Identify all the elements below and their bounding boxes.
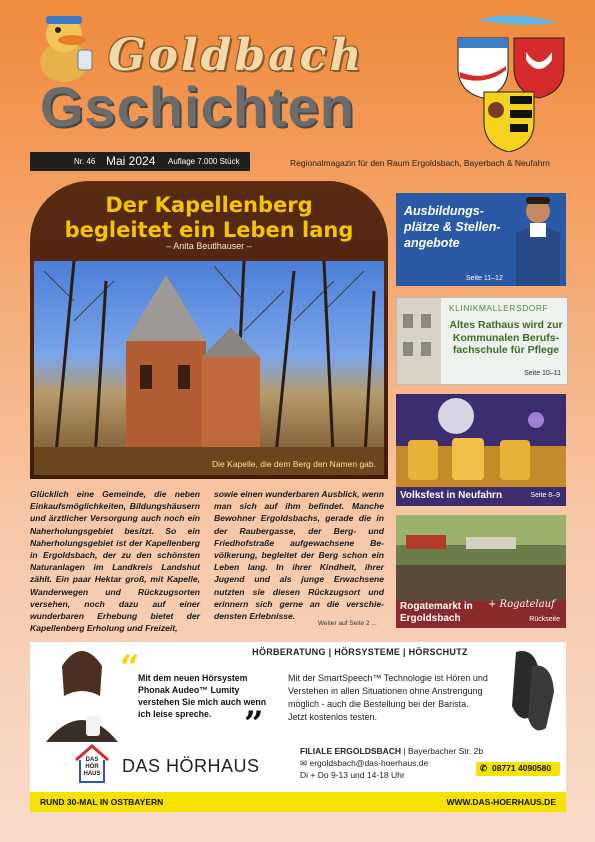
- teaser-nursing-page: Seite 10–11: [524, 370, 561, 377]
- ad-services: HÖRBERATUNG | HÖRSYSTEME | HÖRSCHUTZ: [252, 647, 468, 657]
- branch-line: [300, 746, 483, 756]
- chapel-photo: [34, 261, 384, 475]
- teaser-rogatemarkt[interactable]: [396, 515, 566, 628]
- quote-mark-close-icon: ”: [244, 704, 264, 744]
- branch-email[interactable]: ergoldsbach@das-hoerhaus.de: [309, 758, 429, 768]
- circulation: Auflage 7.000 Stück: [168, 157, 240, 166]
- article-column-2: sowie einen wunderbaren Ausblick, wenn man sich auf ihm befindet. Manche Bewohner Ergoldsbachs, gerade die in der Raubergasse, der Berg- und Friedhofstraße aufgewachsene Bevölkerung, begleitet der Berg schon ein Leben lang. In ihrer Kindheit, ihrer Jugend und als junge Erwachsene nutzten sie diesen Rückzugsort und erinnern sich gerne an die verschiedensten Erlebnisse.: [214, 489, 384, 622]
- woman-with-coffee-photo: [36, 642, 126, 742]
- masthead-title-bottom: Gschichten: [40, 75, 355, 138]
- branch-phone[interactable]: 08771 4090580: [492, 763, 552, 773]
- ad-body: Mit der SmartSpeech™ Technologie ist Hören und Verstehen in allen Situationen ohne Anstrengung möglich - auch die Bestellung bei der Barista. Jetzt kostenlos testen.: [288, 673, 488, 722]
- issue-info-bar: [30, 152, 250, 171]
- market-photo: [396, 515, 566, 601]
- hearing-aid-image: [496, 646, 562, 738]
- masthead-title-top: Goldbach: [108, 30, 365, 81]
- building-photo: [397, 298, 441, 384]
- teaser-volksfest-title: Volksfest in Neufahrn: [400, 490, 503, 501]
- email-line[interactable]: [300, 758, 428, 769]
- teaser-rogatelauf-label: + Rogatelauf: [488, 599, 555, 610]
- ad-quote: Mit dem neuen Hörsystem Phonak Audeo™ Lumity verstehen Sie mich auch wenn ich leise spreche.: [138, 673, 267, 719]
- teaser-jobs-page: Seite 11–12: [466, 275, 503, 282]
- teaser-nursing-title: Altes Rathaus wird zur Kommunalen Berufsfachschule für Pflege: [449, 319, 563, 356]
- feature-author: – Anita Beutlhauser –: [166, 241, 252, 251]
- teaser-rogatemarkt-title: Rogatemarkt in Ergoldsbach: [400, 601, 473, 624]
- article-column-1: Glücklich eine Gemeinde, die neben Einkaufsmöglichkeiten, Bildungshäusern und ärztlicher Versorgung auch noch ein Naherholungsgebiet besitzt. So ein Naherholungsgebiet ist der Kapellenberg in Ergoldsbach, der zu den schönsten Naturanlagen im Landkreis Landshut zählt. Ein paar Hektar groß, mit Kapelle, Wanderwegen und Rückzugsorten versehen, noch dazu auf einer wunderbaren Erhebung bietet der Kapellenberg Erholung und Freizeit,: [30, 489, 200, 634]
- hoerhaus-brand: DAS HÖRHAUS: [122, 756, 260, 776]
- ad-footer-bar: [30, 792, 566, 812]
- branch-address: Bayerbacher Str. 2b: [408, 746, 484, 756]
- teaser-rogatemarkt-page: Rückseite: [529, 616, 560, 623]
- teaser-jobs-title: Ausbildungsplätze & Stellenangebote: [404, 204, 501, 250]
- opening-hours: Di + Do 9-13 und 14-18 Uhr: [300, 770, 405, 780]
- feature-title-line2: begleitet ein Leben lang: [64, 218, 354, 242]
- photo-caption: Die Kapelle, die dem Berg den Namen gab.: [212, 459, 376, 469]
- apprentice-figure: [508, 193, 566, 286]
- mascot-duck: [28, 6, 100, 84]
- branch-separator: |: [403, 746, 409, 756]
- teaser-volksfest-page: Seite 8–9: [530, 492, 560, 499]
- feature-panel: [30, 181, 388, 479]
- ad-footer-left: RUND 30-MAL IN OSTBAYERN: [40, 797, 164, 807]
- branch-name: FILIALE ERGOLDSBACH: [300, 746, 402, 756]
- feature-title-line1: Der Kapellenberg: [105, 193, 313, 217]
- phone-icon: ✆: [480, 763, 488, 773]
- teaser-nursing-school[interactable]: [396, 297, 568, 385]
- issue-number: Nr. 46: [74, 157, 96, 166]
- phone-badge[interactable]: [476, 762, 560, 776]
- tagline: Regionalmagazin für den Raum Ergoldsbach, Bayerbach & Neufahrn: [290, 158, 550, 168]
- hoerhaus-logo-text: DAS HÖR HAUS: [83, 757, 101, 777]
- teaser-volksfest[interactable]: [396, 394, 566, 506]
- lead-article: [30, 488, 388, 634]
- hoerhaus-logo: [72, 742, 112, 784]
- clinic-logo: KLINIKMALLERSDORF: [449, 303, 549, 313]
- hoerhaus-advertisement[interactable]: [30, 642, 566, 812]
- mail-icon: ✉: [300, 758, 308, 768]
- quote-mark-open-icon: “: [120, 648, 140, 688]
- teaser-jobs[interactable]: [396, 193, 566, 286]
- festival-photo: [396, 394, 566, 487]
- coat-of-arms-group: [448, 12, 568, 152]
- ad-footer-right[interactable]: WWW.DAS-HOERHAUS.DE: [446, 797, 556, 807]
- continued-link[interactable]: Weiter auf Seite 2 ...: [318, 620, 377, 627]
- feature-title: [30, 193, 388, 243]
- issue-month: Mai 2024: [106, 154, 156, 168]
